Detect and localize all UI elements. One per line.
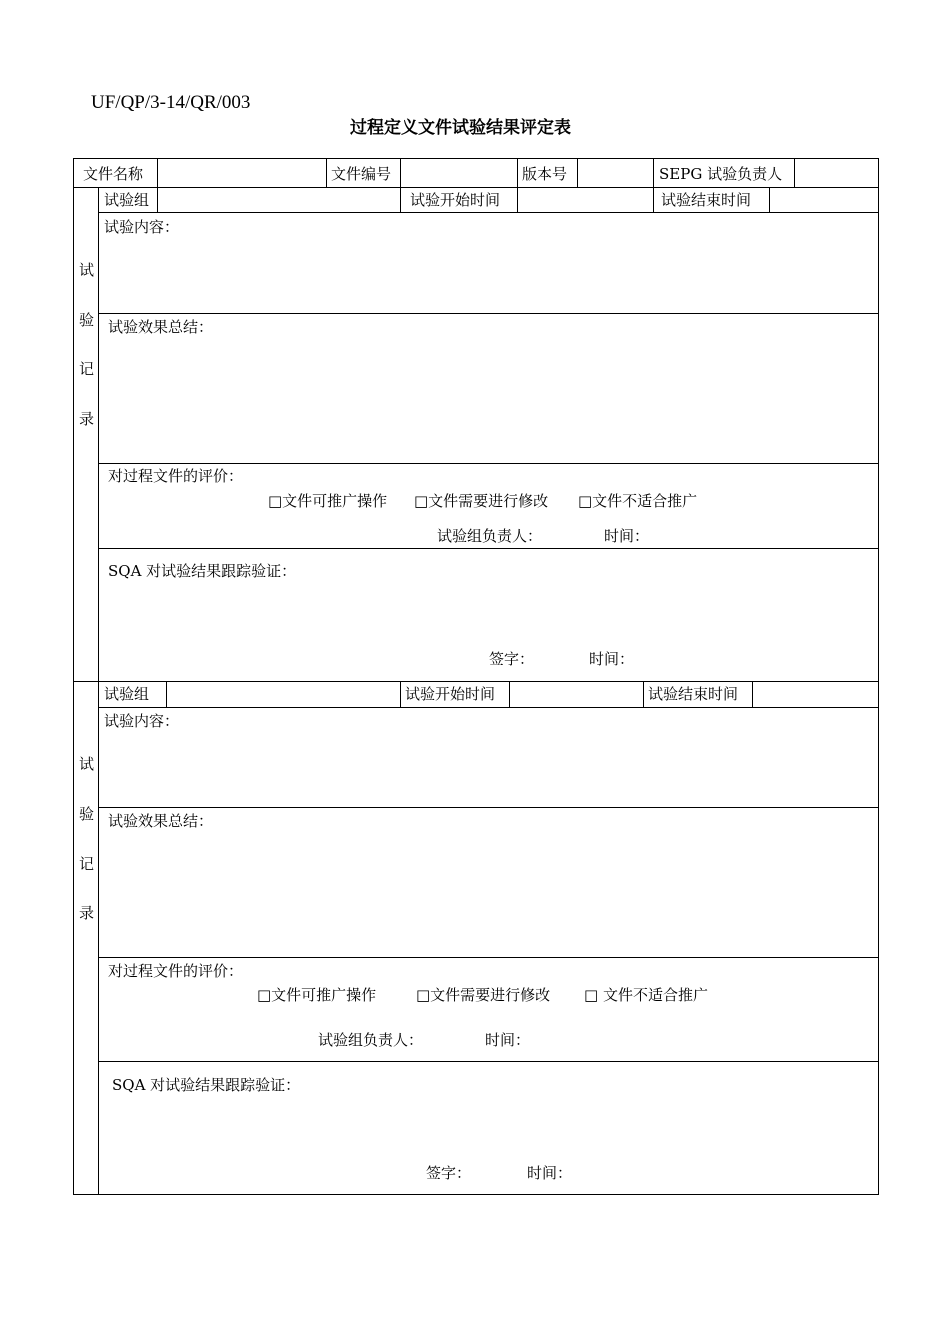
option-promotable[interactable]: □文件可推广操作 — [268, 492, 388, 510]
end-time-field[interactable] — [770, 188, 878, 212]
side-char: 验 — [79, 805, 95, 823]
option-needs-modification[interactable]: □文件需要进行修改 — [416, 986, 551, 1004]
trial-group-field[interactable] — [167, 682, 400, 707]
evaluation-label: 对过程文件的评价： — [108, 962, 244, 980]
evaluation-time-label: 时间： — [604, 527, 650, 545]
start-time-label: 试验开始时间 — [405, 685, 496, 703]
sqa-verification-field[interactable] — [99, 1096, 878, 1156]
sepg-leader-field[interactable] — [795, 159, 878, 187]
side-char: 验 — [79, 311, 95, 329]
sqa-verification-label: SQA 对试验结果跟踪验证： — [112, 1076, 301, 1094]
sqa-verification-field[interactable] — [99, 582, 878, 644]
sign-label: 签字： — [426, 1164, 472, 1182]
sign-time-label: 时间： — [589, 650, 635, 668]
side-char: 试 — [79, 261, 95, 279]
evaluation-label: 对过程文件的评价： — [108, 467, 244, 485]
sign-time-label: 时间： — [527, 1164, 573, 1182]
file-no-label: 文件编号 — [331, 165, 392, 183]
file-no-field[interactable] — [401, 159, 517, 187]
sqa-verification-label: SQA 对试验结果跟踪验证： — [108, 562, 297, 580]
trial-content-field[interactable] — [99, 236, 878, 313]
version-label: 版本号 — [522, 165, 568, 183]
option-not-suitable[interactable]: □文件不适合推广 — [578, 492, 698, 510]
trial-content-label: 试验内容： — [104, 712, 180, 730]
end-time-label: 试验结束时间 — [661, 191, 752, 209]
option-needs-modification[interactable]: □文件需要进行修改 — [414, 492, 549, 510]
file-name-label: 文件名称 — [83, 165, 144, 183]
side-char: 录 — [79, 904, 95, 922]
sepg-leader-label: SEPG 试验负责人 — [659, 165, 783, 183]
trial-group-label: 试验组 — [104, 685, 150, 703]
sign-label: 签字： — [489, 650, 535, 668]
start-time-label: 试验开始时间 — [410, 191, 501, 209]
trial-summary-field[interactable] — [99, 831, 878, 957]
side-char: 试 — [79, 755, 95, 773]
side-char: 记 — [79, 855, 95, 873]
side-char: 记 — [79, 360, 95, 378]
start-time-field[interactable] — [510, 682, 643, 707]
trial-content-label: 试验内容： — [104, 218, 180, 236]
file-name-field[interactable] — [158, 159, 326, 187]
side-char: 录 — [79, 410, 95, 428]
trial-group-field[interactable] — [158, 188, 400, 212]
trial-summary-label: 试验效果总结： — [108, 318, 214, 336]
end-time-label: 试验结束时间 — [648, 685, 739, 703]
document-code: UF/QP/3-14/QR/003 — [91, 92, 251, 113]
start-time-field[interactable] — [518, 188, 653, 212]
option-promotable[interactable]: □文件可推广操作 — [257, 986, 377, 1004]
evaluation-time-label: 时间： — [485, 1031, 531, 1049]
trial-summary-label: 试验效果总结： — [108, 812, 214, 830]
trial-group-label: 试验组 — [104, 191, 150, 209]
version-field[interactable] — [578, 159, 653, 187]
trial-content-field[interactable] — [99, 731, 878, 807]
option-not-suitable[interactable]: □ 文件不适合推广 — [584, 986, 708, 1004]
group-leader-label: 试验组负责人： — [437, 527, 543, 545]
trial-summary-field[interactable] — [99, 337, 878, 463]
form-title: 过程定义文件试验结果评定表 — [350, 118, 571, 138]
group-leader-label: 试验组负责人： — [318, 1031, 424, 1049]
end-time-field[interactable] — [753, 682, 878, 707]
